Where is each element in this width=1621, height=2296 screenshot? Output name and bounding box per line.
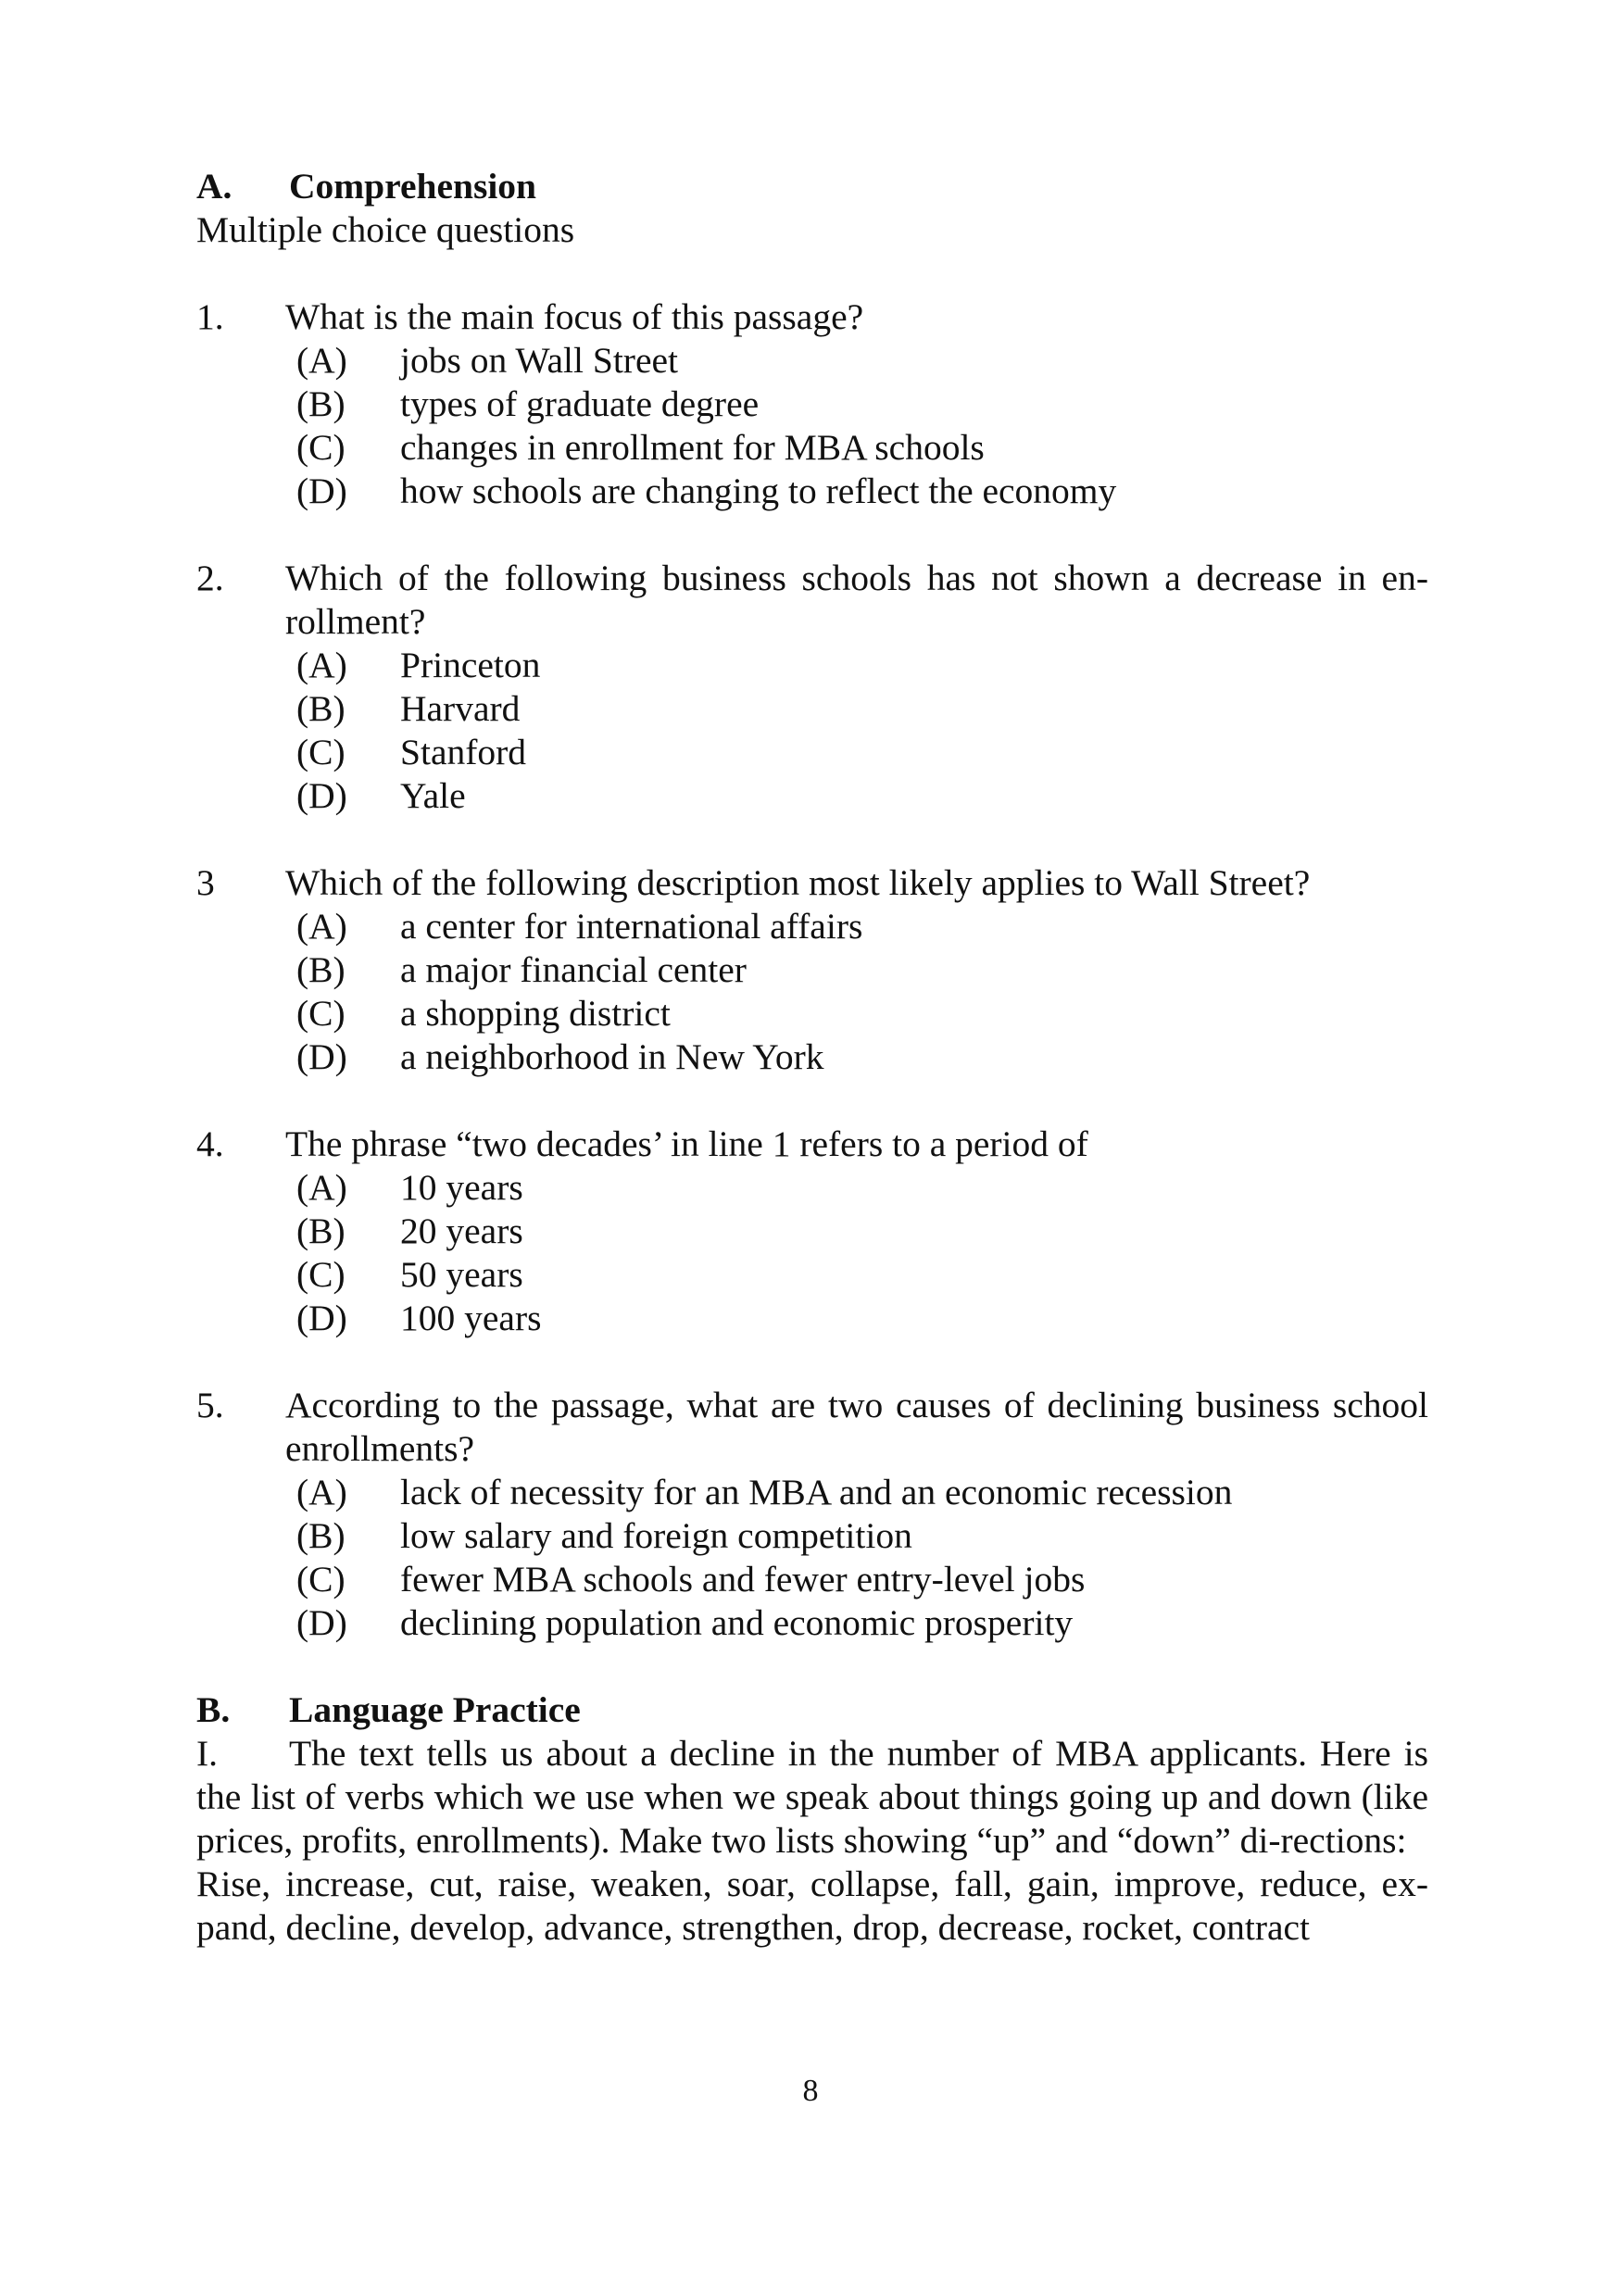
option-letter: (C) (296, 1559, 346, 1600)
option-letter: (A) (296, 1167, 347, 1208)
option-letter: (B) (296, 1211, 346, 1251)
answer-option (296, 1601, 1428, 1645)
question-number: 2. (196, 558, 224, 598)
option-text: a major financial center (400, 949, 747, 990)
question-text: Which of the following business schools has not shown a decrease in en-rollment? (285, 558, 1428, 642)
option-letter: (A) (296, 645, 347, 685)
answer-option (296, 948, 1428, 992)
answer-option (296, 383, 1428, 426)
option-text: a shopping district (400, 993, 671, 1034)
section-b-title: Language Practice (289, 1689, 581, 1730)
option-letter: (C) (296, 732, 346, 772)
verb-list: Rise, increase, cut, raise, weaken, soar, collapse, fall, gain, improve, reduce, ex-pand, decline, develop, advance, strengthen, drop, decrease, rocket, contract (196, 1863, 1428, 1948)
answer-option (296, 339, 1428, 383)
section-b (196, 1688, 1428, 1950)
question-text: Which of the following description most likely applies to Wall Street? (285, 862, 1311, 903)
answer-option (296, 470, 1428, 513)
answer-option (296, 426, 1428, 470)
answer-option (296, 774, 1428, 818)
question-number: 3 (196, 862, 215, 903)
option-text: declining population and economic prosperity (400, 1602, 1074, 1643)
section-b-heading (196, 1688, 1428, 1732)
option-letter: (B) (296, 688, 346, 729)
option-text: Princeton (400, 645, 541, 685)
option-letter: (D) (296, 1602, 347, 1643)
option-letter: (D) (296, 1036, 347, 1077)
answer-option (296, 644, 1428, 687)
question-number: 1. (196, 296, 224, 337)
answer-option (296, 905, 1428, 948)
answer-option (296, 687, 1428, 731)
page-number: 8 (802, 2074, 819, 2108)
option-text: changes in enrollment for MBA schools (400, 427, 985, 468)
answer-option (296, 1514, 1428, 1558)
option-text: 20 years (400, 1211, 523, 1251)
answer-option (296, 1166, 1428, 1210)
answer-options (196, 1166, 1428, 1340)
option-letter: (B) (296, 949, 346, 990)
question-text: The phrase “two decades’ in line 1 refers to a period of (285, 1123, 1088, 1164)
option-text: types of graduate degree (400, 383, 760, 424)
answer-options (196, 339, 1428, 513)
option-text: 50 years (400, 1254, 523, 1295)
option-text: jobs on Wall Street (400, 340, 678, 381)
question-number: 4. (196, 1123, 224, 1164)
option-letter: (C) (296, 1254, 346, 1295)
question-text: According to the passage, what are two causes of declining business school enrollments? (285, 1385, 1428, 1469)
option-text: a neighborhood in New York (400, 1036, 824, 1077)
option-text: Stanford (400, 732, 527, 772)
document-page (196, 165, 1428, 1950)
option-letter: (C) (296, 427, 346, 468)
section-a-title: Comprehension (289, 166, 537, 207)
exercise-label: I. (196, 1733, 219, 1774)
option-letter: (A) (296, 906, 347, 947)
answer-option (296, 1558, 1428, 1601)
question-text: What is the main focus of this passage? (285, 296, 864, 337)
answer-option (296, 1471, 1428, 1514)
answer-option (296, 731, 1428, 774)
option-letter: (C) (296, 993, 346, 1034)
exercise-instruction (196, 1732, 1428, 1863)
question-3 (196, 861, 1428, 1079)
option-text: lack of necessity for an MBA and an economic recession (400, 1472, 1233, 1512)
section-a-subtitle: Multiple choice questions (196, 209, 575, 250)
option-text: Harvard (400, 688, 521, 729)
section-b-letter: B. (196, 1689, 231, 1730)
option-text: low salary and foreign competition (400, 1515, 912, 1556)
section-a-letter: A. (196, 166, 232, 207)
answer-option (296, 1035, 1428, 1079)
question-1 (196, 295, 1428, 513)
option-letter: (D) (296, 470, 347, 511)
option-text: a center for international affairs (400, 906, 863, 947)
option-text: fewer MBA schools and fewer entry-level jobs (400, 1559, 1086, 1600)
section-a-heading (196, 165, 1428, 208)
exercise-instruction-text: The text tells us about a decline in the number of MBA applicants. Here is the list of verbs which we use when we speak about things going up and down (like prices, profits, enrollments). Make two lists showing “up” and “down” di-rections: (196, 1733, 1428, 1861)
option-letter: (B) (296, 1515, 346, 1556)
answer-option (296, 1210, 1428, 1253)
option-letter: (A) (296, 340, 347, 381)
answer-option (296, 992, 1428, 1035)
question-5 (196, 1384, 1428, 1645)
question-number: 5. (196, 1385, 224, 1425)
option-letter: (A) (296, 1472, 347, 1512)
option-letter: (D) (296, 1298, 347, 1338)
question-2 (196, 557, 1428, 818)
option-text: 10 years (400, 1167, 523, 1208)
answer-option (296, 1297, 1428, 1340)
answer-options (196, 1471, 1428, 1645)
answer-options (196, 905, 1428, 1079)
answer-options (196, 644, 1428, 818)
option-text: 100 years (400, 1298, 542, 1338)
option-letter: (D) (296, 775, 347, 816)
option-text: how schools are changing to reflect the economy (400, 470, 1117, 511)
option-letter: (B) (296, 383, 346, 424)
answer-option (296, 1253, 1428, 1297)
option-text: Yale (400, 775, 466, 816)
question-4 (196, 1123, 1428, 1340)
